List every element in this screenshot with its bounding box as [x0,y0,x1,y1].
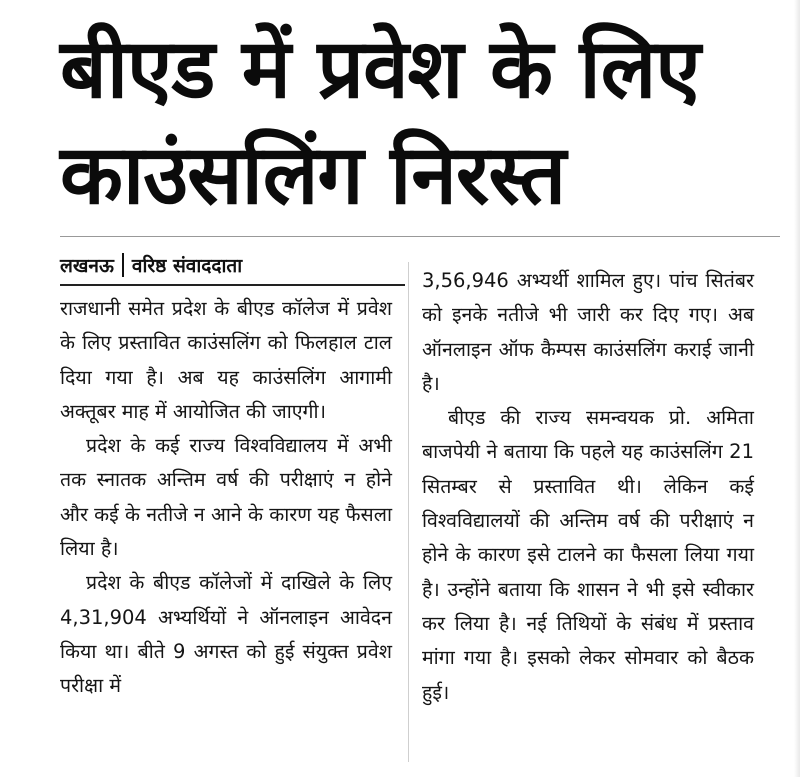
paragraph-left-3: प्रदेश के बीएड कॉलेजों में दाखिले के लिए 4,31,904 अभ्यर्थियों ने ऑनलाइन आवेदन किया था। बीते 9 अगस्त को हुई संयुक्त प्रवेश परीक्षा में [60,571,392,698]
headline-rule [60,236,780,237]
column-divider [408,262,409,762]
byline [60,248,242,282]
paragraph-right-2: बीएड की राज्य समन्वयक प्रो. अमिता बाजपेयी ने बताया कि पहले यह काउंसलिंग 21 सितम्बर से प्रस्तावित थी। लेकिन कई विश्वविद्यालयों की अन्तिम वर्ष की परीक्षाएं न होने के कारण इसे टालने का फैसला लिया गया है। उन्होंने बताया कि शासन ने भी इसे स्वीकार कर लिया है। नई तिथियों के संबंध में प्रस्ताव मांगा गया है। इसको लेकर सोमवार को बैठक हुई। [422,406,754,704]
headline-line-2: काउंसलिंग निरस्त [60,128,566,223]
article-column-left [60,292,392,704]
headline-line-1: बीएड में प्रवेश के लिए [60,22,700,117]
article-column-right [422,264,754,710]
paragraph-left-1: राजधानी समेत प्रदेश के बीएड कॉलेज में प्रवेश के लिए प्रस्तावित काउंसलिंग को फिलहाल टाल दिया गया है। अब यह काउंसलिंग आगामी अक्तूबर माह में आयोजित की जाएगी। [60,297,392,423]
byline-separator [122,253,124,277]
paragraph-left-2: प्रदेश के कई राज्य विश्वविद्यालय में अभी तक स्नातक अन्तिम वर्ष की परीक्षाएं न होने और कई के नतीजे न आने के कारण यह फैसला लिया है। [60,434,392,561]
byline-underline [60,284,405,286]
paragraph-right-1: 3,56,946 अभ्यर्थी शामिल हुए। पांच सितंबर को इनके नतीजे भी जारी कर दिए गए। अब ऑनलाइन ऑफ कैम्पस काउंसलिंग कराई जानी है। [422,269,754,395]
byline-place: लखनऊ [60,255,114,277]
byline-author: वरिष्ठ संवाददाता [131,255,243,277]
page-edge-shadow [794,0,800,777]
